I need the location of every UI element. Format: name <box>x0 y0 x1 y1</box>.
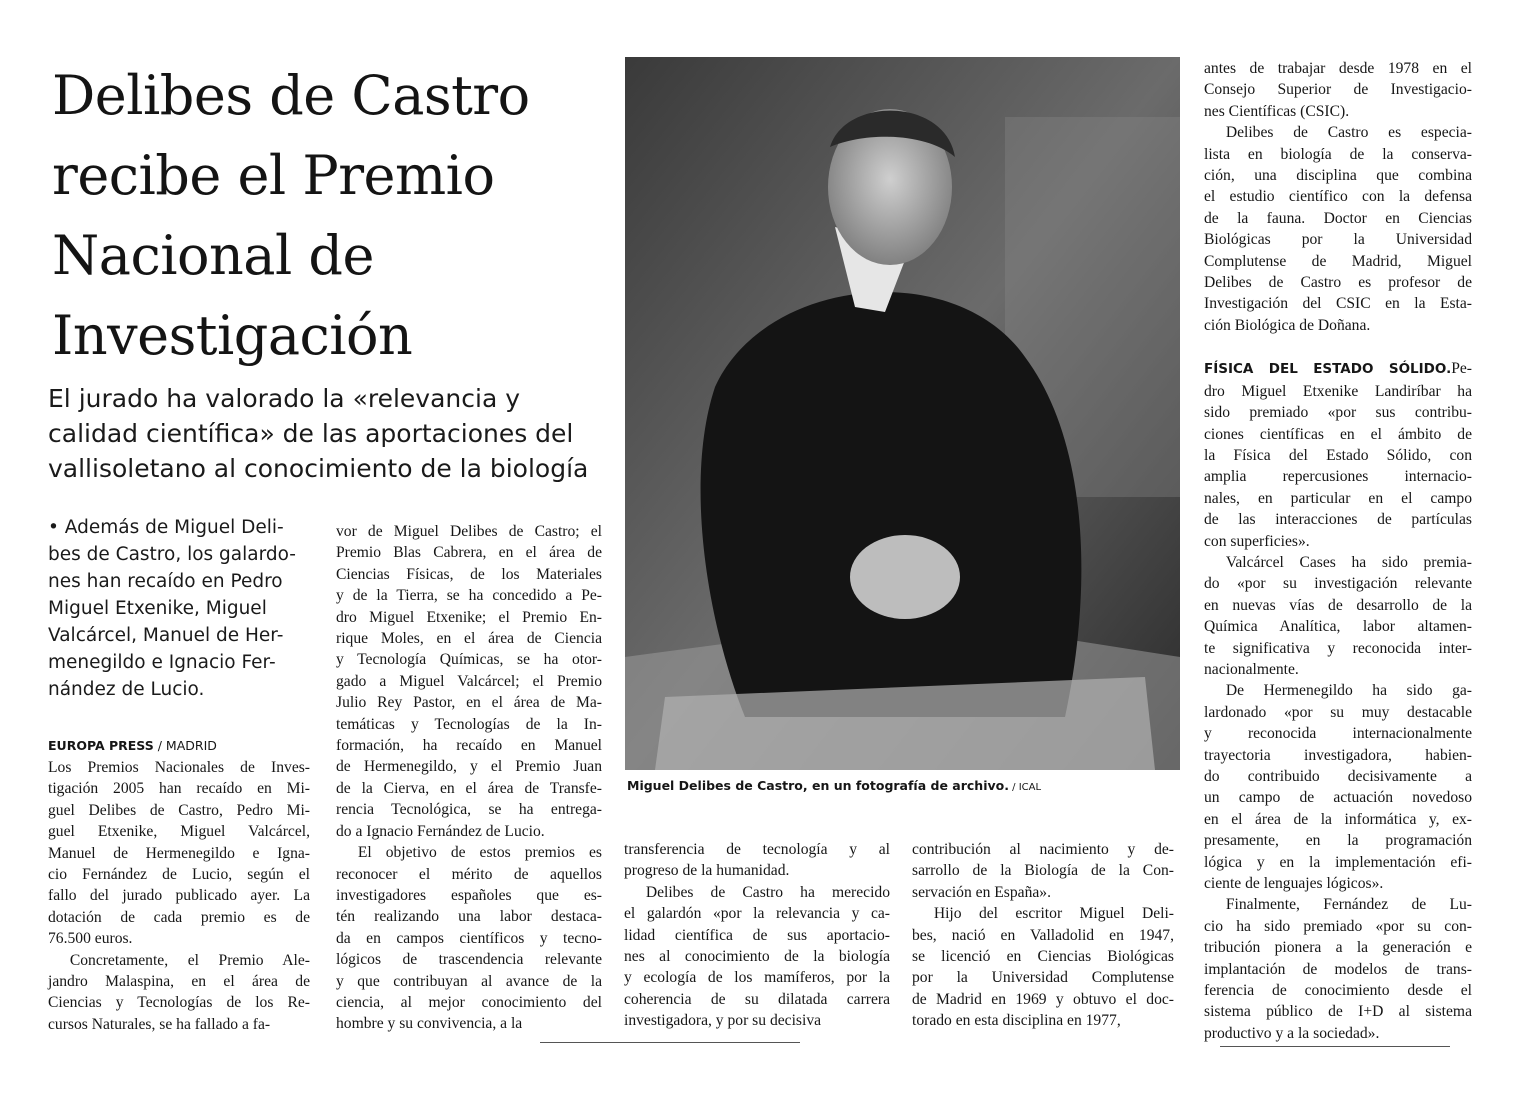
text-line: Premio Blas Cabrera, en el área de <box>336 544 602 562</box>
section-head: FÍSICA DEL ESTADO SÓLIDO. <box>1204 361 1452 378</box>
text-line: implantación de modelos de trans- <box>1204 960 1472 978</box>
lead-line: menegildo e Ignacio Fer- <box>48 652 276 673</box>
text-line: reconocer el mérito de aquellos <box>336 865 602 883</box>
body-column-2 <box>336 521 602 1035</box>
text-line: trayectoria investigadora, habien- <box>1204 746 1472 764</box>
text-line: amplia repercusiones internacio- <box>1204 468 1472 486</box>
lead-summary <box>48 514 318 703</box>
text-line: rencia Tecnológica, se ha entrega- <box>336 801 602 819</box>
text-line: dro Miguel Etxenike; el Premio En- <box>336 608 602 626</box>
text-line: contribución al nacimiento y de- <box>912 841 1174 858</box>
headline-line: recibe el Premio <box>52 144 495 207</box>
text-line: lógicos de trascendencia relevante <box>336 951 602 969</box>
text-line: do «por su investigación relevante <box>1204 575 1472 593</box>
headline <box>52 56 612 376</box>
text-line: de la fauna. Doctor en Ciencias <box>1204 209 1472 227</box>
text-line: Investigación del CSIC en la Esta- <box>1204 295 1472 313</box>
text-line: en nuevas vías de desarrollo de la <box>1204 596 1472 614</box>
text-line: cio ha sido premiado «por su con- <box>1204 917 1472 935</box>
text-line: Ciencias Físicas, de los Materiales <box>336 565 602 583</box>
body-column-1 <box>48 757 310 1035</box>
text-line: cio Fernández de Lucio, según el <box>48 866 310 884</box>
subheadline-line: calidad científica» de las aportaciones del <box>48 419 574 448</box>
text-line: y que contribuyan al avance de la <box>336 972 602 990</box>
text-line: fallo del jurado publicado ayer. La <box>48 887 310 905</box>
text-line: rique Moles, en el área de Ciencia <box>336 630 602 648</box>
text-line: productivo y a la sociedad». <box>1204 1024 1380 1042</box>
text-line: investigadora, y por su decisiva <box>624 1012 822 1030</box>
text-line: nes al conocimiento de la biología <box>624 948 890 966</box>
text-line: y reconocida internacionalmente <box>1204 725 1472 743</box>
text-line: ción Biológica de Doñana. <box>1204 316 1371 334</box>
text-line: da en campos científicos y tecno- <box>336 929 602 947</box>
text-line: investigadores españoles que es- <box>336 886 602 904</box>
photo-caption <box>627 778 1041 793</box>
text-line: servación en España». <box>912 883 1051 901</box>
body-column-5-part-1 <box>1204 58 1472 336</box>
text-line: bes, nació en Valladolid en 1947, <box>912 926 1174 944</box>
text-line: nacionalmente. <box>1204 660 1299 678</box>
text-line: el galardón «por la relevancia y ca- <box>624 905 890 923</box>
text-line: Delibes de Castro es especia- <box>1225 124 1472 142</box>
text-line: Delibes de Castro es profesor de <box>1204 274 1472 292</box>
text-line: por la Universidad Complutense <box>912 969 1174 987</box>
text-line: Biológicas por la Universidad <box>1204 231 1472 249</box>
bottom-rule-right <box>1220 1046 1450 1047</box>
text-line: Ciencias y Tecnologías de los Re- <box>48 994 310 1012</box>
text-line: guel Delibes de Castro, Pedro Mi- <box>48 801 310 819</box>
text-line: do contribuido decisivamente a <box>1204 768 1472 785</box>
text-line: coherencia de su dilatada carrera <box>624 990 890 1008</box>
text-line: 76.500 euros. <box>48 930 133 948</box>
text-line: y de la Tierra, se ha concedido a Pe- <box>336 587 602 605</box>
byline-city: MADRID <box>165 738 217 753</box>
text-line: lógica y en la implementación efi- <box>1204 853 1472 871</box>
body-column-4 <box>912 839 1174 1032</box>
photo-caption-text: Miguel Delibes de Castro, en un fotografía de archivo. <box>627 778 1009 793</box>
text-line: formación, ha recaído en Manuel <box>336 737 602 755</box>
subheadline-line: El jurado ha valorado la «relevancia y <box>48 384 521 413</box>
text-line: Julio Rey Pastor, en el área de Ma- <box>336 694 602 712</box>
text-line: presamente, en la programación <box>1204 832 1472 850</box>
text-line: de Madrid en 1969 y obtuvo el doc- <box>912 990 1174 1008</box>
body-column-5 <box>1204 58 1472 1044</box>
text-line: tén realizando una labor destaca- <box>336 908 602 926</box>
lead-line: Miguel Etxenike, Miguel <box>48 598 267 619</box>
text-line: nales, en particular en el campo <box>1204 489 1472 507</box>
text-line: Concretamente, el Premio Ale- <box>69 951 310 969</box>
lead-line: • Además de Miguel Deli- <box>48 517 284 538</box>
lead-line: nández de Lucio. <box>48 679 205 700</box>
text-line: De Hermenegildo ha sido ga- <box>1225 682 1472 700</box>
text-line: Consejo Superior de Investigacio- <box>1204 81 1472 99</box>
text-line: dotación de cada premio es de <box>48 908 310 926</box>
text-line: El objetivo de estos premios es <box>357 844 602 862</box>
text-line: sarrollo de la Biología de la Con- <box>912 862 1174 880</box>
text-line: lardonado «por su muy destacable <box>1204 703 1472 721</box>
text-line: con superficies». <box>1204 532 1310 550</box>
lead-line: Valcárcel, Manuel de Her- <box>48 625 284 646</box>
text-line: ciente de lenguajes lógicos». <box>1204 875 1384 893</box>
lead-line: nes han recaído en Pedro <box>48 571 283 592</box>
text-line: Hijo del escritor Miguel Deli- <box>933 905 1174 923</box>
section-head-line <box>1204 358 1472 380</box>
text-line: lista en biología de la conserva- <box>1204 145 1472 163</box>
headline-line: Nacional de <box>52 224 374 287</box>
photo-credit: / ICAL <box>1008 782 1042 793</box>
text-line: torado en esta disciplina en 1977, <box>912 1012 1121 1030</box>
byline <box>48 738 217 754</box>
text-line: ciones científicas en el ámbito de <box>1204 425 1472 443</box>
text-line: sistema público de I+D al sistema <box>1204 1003 1472 1021</box>
text-line: transferencia de tecnología y al <box>624 841 890 858</box>
body-column-3 <box>624 839 890 1032</box>
text-line: jandro Malaspina, en el área de <box>48 973 310 991</box>
text-line: de la Cierva, en el área de Transfe- <box>336 779 602 797</box>
text-line: ciencia, al mejor conocimiento del <box>336 993 602 1011</box>
subheadline-line: vallisoletano al conocimiento de la biología <box>48 454 589 483</box>
text-line: de las interacciones de partículas <box>1204 511 1472 529</box>
text-line: gado a Miguel Valcárcel; el Premio <box>336 672 602 690</box>
section-head-continuation: Pe- <box>1451 360 1472 378</box>
headline-line: Delibes de Castro <box>52 64 530 127</box>
text-line: progreso de la humanidad. <box>624 862 790 880</box>
headline-line: Investigación <box>52 304 413 367</box>
text-line: Los Premios Nacionales de Inves- <box>48 759 310 776</box>
bottom-rule <box>540 1042 800 1043</box>
lead-line: bes de Castro, los galardo- <box>48 544 296 565</box>
text-line: tribución pionera a la generación e <box>1204 939 1472 957</box>
text-line: antes de trabajar desde 1978 en el <box>1204 60 1472 77</box>
text-line: Delibes de Castro ha merecido <box>645 883 890 901</box>
text-line: ción, una disciplina que combina <box>1204 167 1472 185</box>
text-line: nes Científicas (CSIC). <box>1204 102 1350 120</box>
photo <box>625 57 1180 770</box>
text-line: ferencia de conocimiento desde el <box>1204 982 1472 1000</box>
text-line: un campo de actuación novedoso <box>1204 789 1472 807</box>
text-line: el estudio científico con la defensa <box>1204 188 1472 206</box>
text-line: tigación 2005 han recaído en Mi- <box>48 780 310 798</box>
text-line: la Física del Estado Sólido, con <box>1204 446 1472 464</box>
text-line: dro Miguel Etxenike Landiríbar ha <box>1204 382 1472 400</box>
text-line: Complutense de Madrid, Miguel <box>1204 252 1472 270</box>
text-line: te significativa y reconocida inter- <box>1204 639 1472 657</box>
text-line: hombre y su convivencia, a la <box>336 1015 523 1033</box>
text-line: en el área de la informática y, ex- <box>1204 810 1472 828</box>
text-line: y ecología de los mamíferos, por la <box>624 969 890 987</box>
text-line: cursos Naturales, se ha fallado a fa- <box>48 1015 271 1033</box>
text-line: do a Ignacio Fernández de Lucio. <box>336 822 545 840</box>
text-line: Manuel de Hermenegildo e Igna- <box>48 844 310 862</box>
text-line: lidad científica de sus aportacio- <box>624 926 890 944</box>
portrait-photo-illustration <box>625 57 1180 770</box>
text-line: Valcárcel Cases ha sido premia- <box>1225 553 1472 571</box>
body-column-5-part-2 <box>1204 381 1472 1045</box>
byline-separator: / <box>153 738 166 753</box>
text-line: sido premiado «por sus contribu- <box>1204 404 1472 422</box>
subheadline <box>48 381 608 486</box>
text-line: de Hermenegildo, y el Premio Juan <box>336 758 602 776</box>
text-line: guel Etxenike, Miguel Valcárcel, <box>48 823 310 841</box>
text-line: Química Analítica, labor altamen- <box>1204 618 1472 636</box>
byline-agency: EUROPA PRESS <box>48 738 154 753</box>
text-line: temáticas y Tecnologías de la In- <box>336 715 602 733</box>
text-line: y Tecnología Químicas, se ha otor- <box>336 651 602 669</box>
text-line: vor de Miguel Delibes de Castro; el <box>336 523 602 540</box>
text-line: se licenció en Ciencias Biológicas <box>912 948 1174 966</box>
text-line: Finalmente, Fernández de Lu- <box>1225 896 1472 914</box>
paragraph-gap <box>1204 336 1472 358</box>
